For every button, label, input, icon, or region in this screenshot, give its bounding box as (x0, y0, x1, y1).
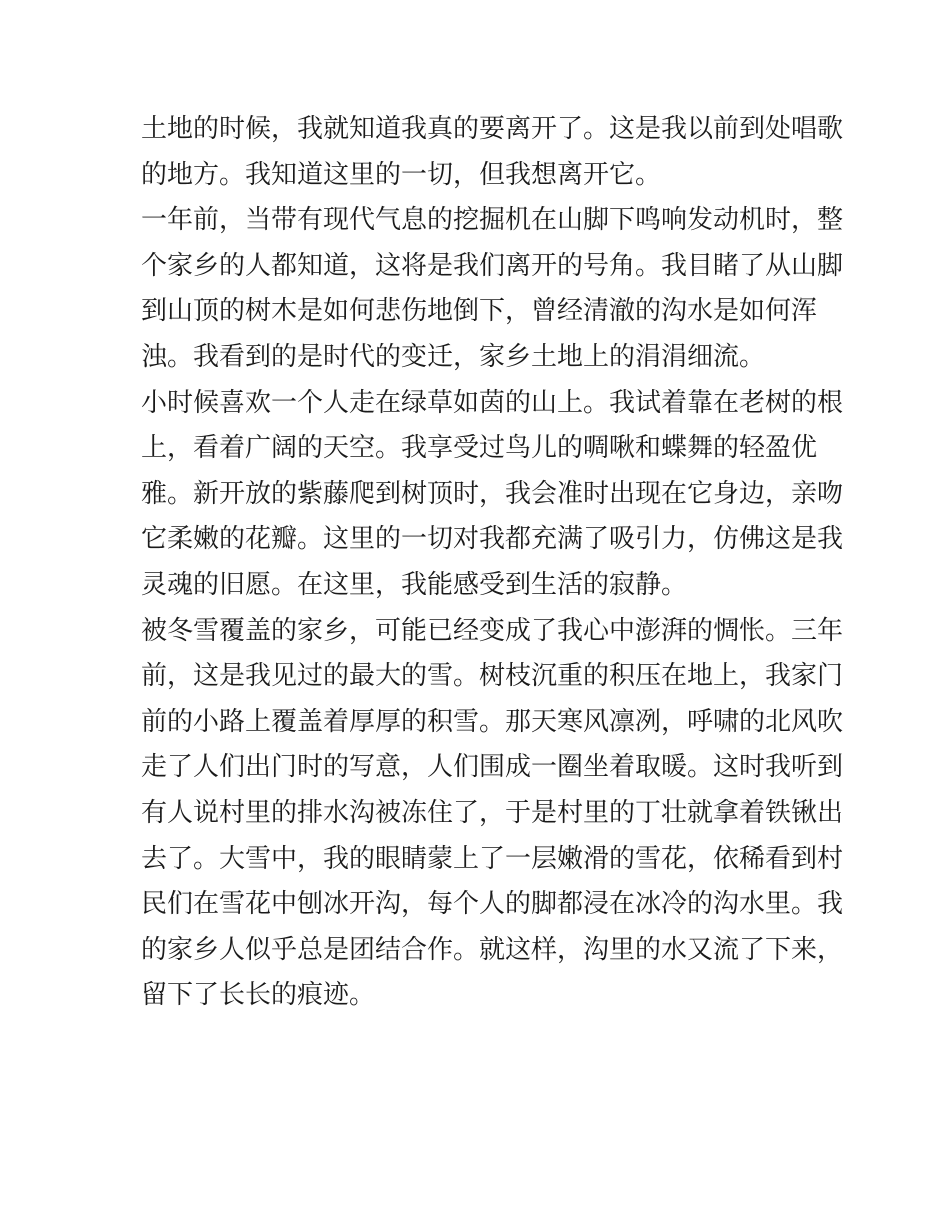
text-line: 民们在雪花中刨冰开沟，每个人的脚都浸在冰冷的沟水里。我 (141, 889, 844, 920)
text-line: 一年前，当带有现代气息的挖掘机在山脚下鸣响发动机时，整 (141, 205, 844, 236)
text-line: 个家乡的人都知道，这将是我们离开的号角。我目睹了从山脚 (141, 250, 844, 281)
text-line: 的家乡人似乎总是团结合作。就这样，沟里的水又流了下来， (141, 934, 844, 965)
text-line: 去了。大雪中，我的眼睛蒙上了一层嫩滑的雪花，依稀看到村 (141, 843, 844, 874)
text-line: 浊。我看到的是时代的变迁，家乡土地上的涓涓细流。 (141, 341, 766, 372)
text-line: 上，看着广阔的天空。我享受过鸟儿的啁啾和蝶舞的轻盈优 (141, 433, 818, 464)
body-text (141, 107, 844, 1019)
text-line: 的地方。我知道这里的一切，但我想离开它。 (141, 159, 662, 190)
text-line: 前的小路上覆盖着厚厚的积雪。那天寒风凛冽，呼啸的北风吹 (141, 706, 844, 737)
text-line: 小时候喜欢一个人走在绿草如茵的山上。我试着靠在老树的根 (141, 387, 844, 418)
text-line: 有人说村里的排水沟被冻住了，于是村里的丁壮就拿着铁锹出 (141, 797, 844, 828)
text-line: 走了人们出门时的写意，人们围成一圈坐着取暖。这时我听到 (141, 752, 844, 783)
text-line: 留下了长长的痕迹。 (141, 980, 376, 1011)
text-line: 前，这是我见过的最大的雪。树枝沉重的积压在地上，我家门 (141, 661, 844, 692)
text-line: 土地的时候，我就知道我真的要离开了。这是我以前到处唱歌 (141, 114, 844, 144)
text-line: 灵魂的旧愿。在这里，我能感受到生活的寂静。 (141, 569, 688, 600)
text-line: 被冬雪覆盖的家乡，可能已经变成了我心中澎湃的惆怅。三年 (141, 615, 844, 646)
text-line: 到山顶的树木是如何悲伤地倒下，曾经清澈的沟水是如何浑 (141, 296, 818, 327)
text-line: 雅。新开放的紫藤爬到树顶时，我会准时出现在它身边，亲吻 (141, 478, 844, 509)
text-line: 它柔嫩的花瓣。这里的一切对我都充满了吸引力，仿佛这是我 (141, 524, 844, 555)
